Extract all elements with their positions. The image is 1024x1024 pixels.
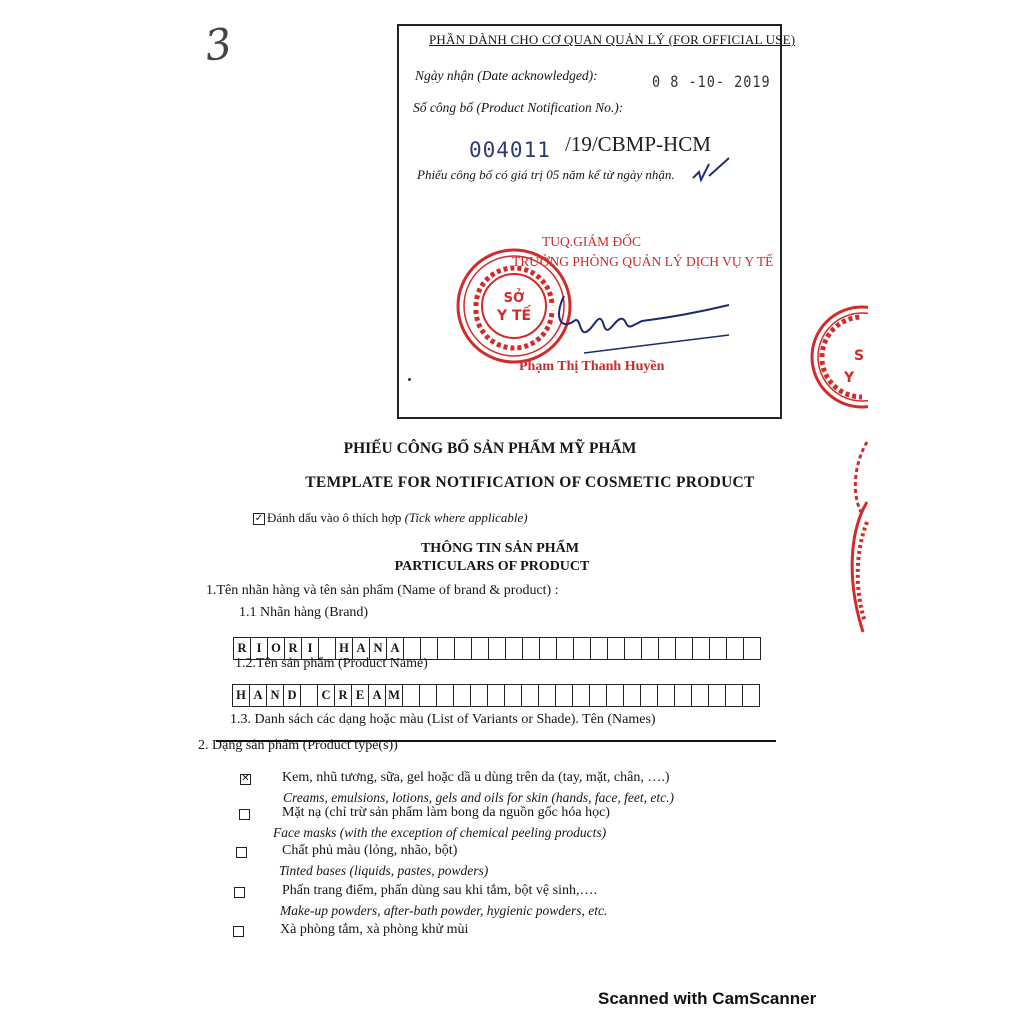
letter-box[interactable] xyxy=(743,637,761,660)
letter-box[interactable]: A xyxy=(368,684,386,707)
svg-text:S: S xyxy=(854,348,865,364)
scan-speck xyxy=(408,378,411,381)
letter-box[interactable]: R xyxy=(233,637,251,660)
letter-box[interactable]: O xyxy=(267,637,285,660)
letter-box[interactable]: I xyxy=(301,637,319,660)
letter-box[interactable] xyxy=(709,637,727,660)
letter-box[interactable] xyxy=(725,684,743,707)
tick-note-en: (Tick where applicable) xyxy=(404,510,528,525)
letter-box[interactable]: N xyxy=(266,684,284,707)
letter-box[interactable] xyxy=(607,637,625,660)
letter-box[interactable]: M xyxy=(385,684,403,707)
letter-box[interactable] xyxy=(521,684,539,707)
validity-note: Phiếu công bố có giá trị 05 năm kể từ ngày nhận. xyxy=(417,167,675,182)
letter-box[interactable] xyxy=(573,637,591,660)
letter-box[interactable] xyxy=(504,684,522,707)
option-checkbox[interactable] xyxy=(236,847,247,858)
signer-name: Phạm Thị Thanh Huyền xyxy=(519,359,665,374)
svg-text:Y TẾ: Y TẾ xyxy=(496,308,532,324)
question-1-2-product-name: 1.2.Tên sản phẩm (Product Name) xyxy=(235,656,428,671)
letter-box[interactable]: A xyxy=(352,637,370,660)
letter-box[interactable] xyxy=(555,684,573,707)
question-1-1-brand: 1.1 Nhãn hàng (Brand) xyxy=(239,605,369,620)
letter-box[interactable]: H xyxy=(335,637,353,660)
letter-box[interactable]: D xyxy=(283,684,301,707)
letter-box[interactable] xyxy=(691,684,709,707)
date-acknowledged-label: Ngày nhận (Date acknowledged): xyxy=(415,68,598,83)
official-box-title: PHẦN DÀNH CHO CƠ QUAN QUẢN LÝ (FOR OFFICIAL USE) xyxy=(429,32,796,47)
notification-number-suffix: /19/CBMP-HCM xyxy=(565,132,711,156)
letter-box[interactable] xyxy=(488,637,506,660)
letter-box[interactable] xyxy=(572,684,590,707)
letter-box[interactable] xyxy=(470,684,488,707)
signature-organization: TRƯỞNG PHÒNG QUẢN LÝ DỊCH VỤ Y TẾ xyxy=(512,254,774,269)
letter-box[interactable] xyxy=(454,637,472,660)
letter-box[interactable] xyxy=(624,637,642,660)
letter-box[interactable]: C xyxy=(317,684,335,707)
camscanner-watermark: Scanned with CamScanner xyxy=(598,989,817,1008)
product-letter-boxes[interactable] xyxy=(233,684,760,707)
letter-box[interactable] xyxy=(505,637,523,660)
checked-option-box[interactable]: ✕ xyxy=(241,773,250,784)
letter-box[interactable]: R xyxy=(334,684,352,707)
letter-box[interactable] xyxy=(556,637,574,660)
handwritten-checkmark-icon xyxy=(691,156,731,186)
official-use-box xyxy=(397,24,796,419)
edge-seal-icon xyxy=(806,302,868,412)
question-1-3-variants: 1.3. Danh sách các dạng hoặc màu (List of Variants or Shade). Tên (Names) xyxy=(230,712,656,727)
notification-number-digits: 004011 xyxy=(469,138,551,162)
letter-box[interactable]: I xyxy=(250,637,268,660)
signature-scribble-icon xyxy=(524,281,744,361)
form-title-vietnamese: PHIẾU CÔNG BỐ SẢN PHẨM MỸ PHẨM xyxy=(343,440,637,457)
form-title-english: TEMPLATE FOR NOTIFICATION OF COSMETIC PRODUCT xyxy=(305,474,755,491)
option-label-vi: Mặt nạ (chỉ trừ sản phẩm làm bong da nguồn gốc hóa học) xyxy=(282,805,610,820)
option-label-vi: Chất phủ màu (lỏng, nhão, bột) xyxy=(282,843,458,858)
letter-box[interactable] xyxy=(590,637,608,660)
option-label-en: Make-up powders, after-bath powder, hygienic powders, etc. xyxy=(280,903,608,918)
option-checkbox[interactable] xyxy=(234,887,245,898)
letter-box[interactable]: H xyxy=(232,684,250,707)
option-label-en: Face masks (with the exception of chemical peeling products) xyxy=(273,825,607,840)
option-label-en: Tinted bases (liquids, pastes, powders) xyxy=(279,863,489,878)
signature-title: TUQ.GIÁM ĐỐC xyxy=(542,234,641,249)
option-label-en: Creams, emulsions, lotions, gels and oils for skin (hands, face, feet, etc.) xyxy=(283,790,674,805)
letter-box[interactable] xyxy=(674,684,692,707)
letter-box[interactable] xyxy=(522,637,540,660)
option-checkbox[interactable] xyxy=(233,926,244,937)
letter-box[interactable] xyxy=(623,684,641,707)
notification-number-label: Số công bố (Product Notification No.): xyxy=(413,100,624,115)
checked-box-icon: ✓ xyxy=(254,513,264,525)
letter-box[interactable] xyxy=(402,684,420,707)
letter-box[interactable]: A xyxy=(249,684,267,707)
letter-box[interactable] xyxy=(589,684,607,707)
letter-box[interactable]: R xyxy=(284,637,302,660)
letter-box[interactable] xyxy=(300,684,318,707)
letter-box[interactable]: E xyxy=(351,684,369,707)
letter-box[interactable] xyxy=(437,637,455,660)
tick-note-vi: Đánh dấu vào ô thích hợp xyxy=(267,510,402,525)
letter-box[interactable] xyxy=(538,684,556,707)
letter-box[interactable] xyxy=(657,684,675,707)
option-label-vi: Xà phòng tắm, xà phòng khử mùi xyxy=(280,922,469,937)
letter-box[interactable]: N xyxy=(369,637,387,660)
date-acknowledged-value: 0 8 -10- 2019 xyxy=(652,72,771,92)
handwritten-page-number: 3 xyxy=(201,18,236,71)
option-label-vi: Kem, nhũ tương, sữa, gel hoặc dầ u dùng trên da (tay, mặt, chân, ….) xyxy=(282,770,670,785)
option-label-vi: Phấn trang điểm, phấn dùng sau khi tắm, bột vệ sinh,…. xyxy=(282,883,597,898)
svg-text:Y: Y xyxy=(844,370,855,386)
question-2-product-type: 2. Dạng sản phẩm (Product type(s)) xyxy=(198,738,398,753)
section-heading-english: PARTICULARS OF PRODUCT xyxy=(394,559,590,574)
letter-box[interactable] xyxy=(658,637,676,660)
letter-box[interactable] xyxy=(708,684,726,707)
letter-box[interactable] xyxy=(692,637,710,660)
letter-box[interactable] xyxy=(726,637,744,660)
letter-box[interactable] xyxy=(675,637,693,660)
letter-box[interactable] xyxy=(641,637,659,660)
question-1: 1.Tên nhãn hàng và tên sản phẩm (Name of brand & product) : xyxy=(206,583,559,598)
letter-box[interactable] xyxy=(539,637,557,660)
letter-box[interactable] xyxy=(436,684,454,707)
letter-box[interactable]: A xyxy=(386,637,404,660)
letter-box[interactable] xyxy=(453,684,471,707)
letter-box[interactable] xyxy=(419,684,437,707)
letter-box[interactable] xyxy=(487,684,505,707)
letter-box[interactable] xyxy=(606,684,624,707)
letter-box[interactable] xyxy=(471,637,489,660)
section-heading-vietnamese: THÔNG TIN SẢN PHẨM xyxy=(420,541,580,556)
letter-box[interactable] xyxy=(742,684,760,707)
tick-instruction xyxy=(253,510,528,526)
letter-box[interactable] xyxy=(640,684,658,707)
svg-text:SỞ: SỞ xyxy=(503,291,525,306)
option-checkbox[interactable] xyxy=(239,809,250,820)
edge-seal-fragment-icon xyxy=(845,432,869,682)
